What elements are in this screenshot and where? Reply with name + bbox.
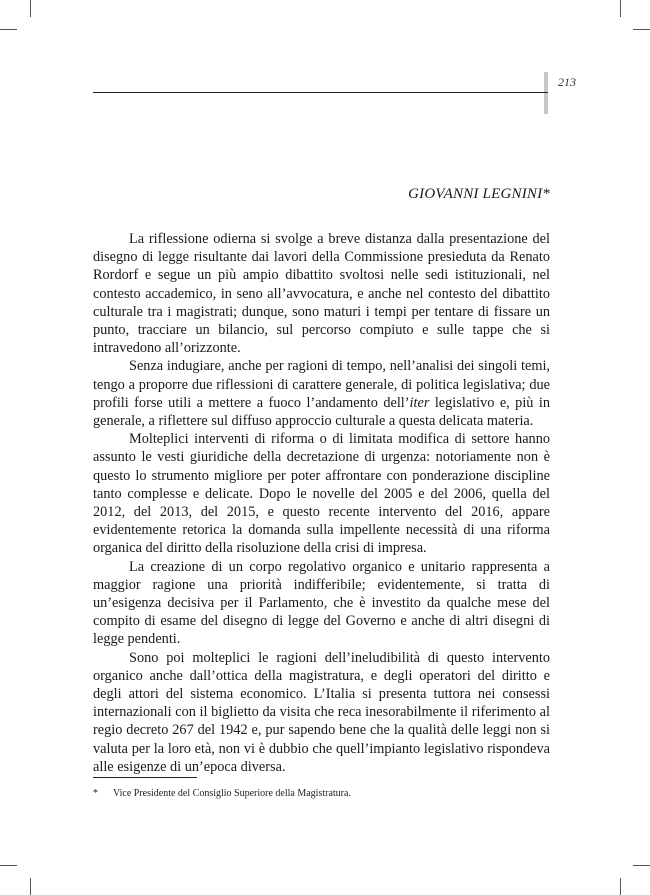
- article-body: [93, 230, 550, 776]
- italic-term: iter: [409, 394, 430, 411]
- paragraph: Sono poi molteplici le ragioni dell’ineludibilità di questo intervento organico anche dall’ottica della magistratura, e degli operatori del diritto e degli attori del sistema economico. L’Italia si presenta tuttora nei consessi internazionali con il biglietto da visita che reca inesorabilmente il riferimento al regio decreto 267 del 1942 e, pur sapendo bene che la qualità delle leggi non si valuta per la loro età, non vi è dubbio che quell’impianto legislativo rispondeva alle esigenze di un’epoca diversa.: [93, 649, 550, 775]
- crop-mark: [620, 878, 621, 895]
- author-name: GIOVANNI LEGNINI*: [408, 186, 550, 202]
- paragraph: Molteplici interventi di riforma o di limitata modifica di settore hanno assunto le vesti giuridiche della decretazione di urgenza: notoriamente non è questo lo strumento migliore per poter affrontare con ponderazione discipline tanto complesse e delicate. Dopo le novelle del 2005 e del 2006, quella del 2012, del 2013, del 2015, e questo recente intervento del 2016, appare evidentemente retorica la domanda sulla impellente necessità di una riforma organica del diritto della risoluzione della crisi di impresa.: [93, 431, 550, 557]
- footnote-mark: *: [93, 788, 98, 799]
- crop-mark: [0, 29, 17, 30]
- crop-mark: [633, 865, 650, 866]
- paragraph: Senza indugiare, anche per ragioni di tempo, nell’analisi dei singoli temi, tengo a proporre due riflessioni di carattere generale, di politica legislativa; due profili forse utili a mettere a fuoco l’andamento dell’iter legislativo e, più in generale, a riflettere sul diffuso approccio culturale a questa delicata materia.: [93, 358, 550, 430]
- header-rule: [93, 92, 548, 93]
- paragraph: La creazione di un corpo regolativo organico e unitario rappresenta a maggior ragione una priorità indifferibile; evidentemente, si tratta di un’esigenza decisiva per il Parlamento, che è investito da qualche mese del compito di esame del disegno di legge del Governo e anche di altri disegni di legge pendenti.: [93, 558, 550, 648]
- crop-mark: [30, 878, 31, 895]
- crop-mark: [620, 0, 621, 17]
- crop-mark: [633, 29, 650, 30]
- paragraph: La riflessione odierna si svolge a breve distanza dalla presentazione del disegno di legge risultante dai lavori della Commissione presieduta da Renato Rordorf e segue un più ampio dibattito svoltosi nelle sedi istituzionali, nel contesto accademico, in seno all’avvocatura, e anche nel contesto del dibattito culturale tra i magistrati; dunque, sono maturi i tempi per tentare di fissare un punto, tracciare un bilancio, sul percorso compiuto e sulle tappe che si intravedono all’orizzonte.: [93, 231, 550, 357]
- folio-bar: [544, 72, 548, 114]
- crop-mark: [0, 865, 17, 866]
- footnote-text: Vice Presidente del Consiglio Superiore della Magistratura.: [113, 788, 351, 799]
- footnote: [93, 788, 351, 799]
- crop-mark: [30, 0, 31, 17]
- page-number: 213: [558, 75, 576, 89]
- footnote-rule: [93, 777, 197, 778]
